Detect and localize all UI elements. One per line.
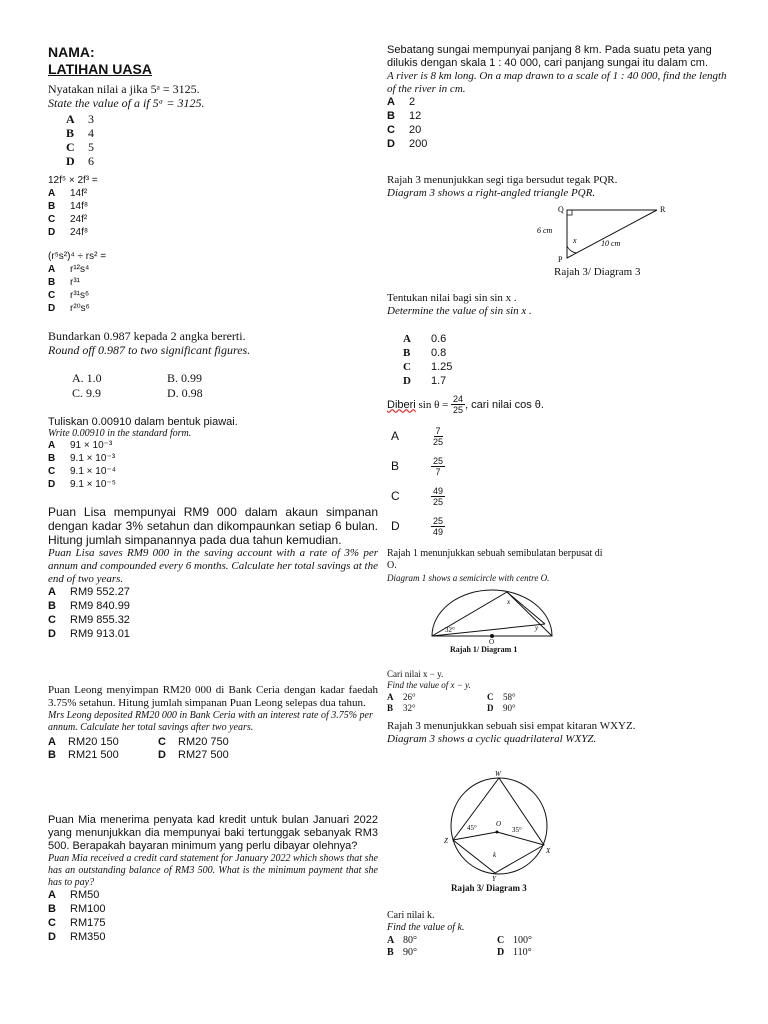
option-a-text: 91 × 10⁻³: [70, 440, 113, 451]
question-4-ms: Bundarkan 0.987 kepada 2 angka bererti.: [48, 329, 246, 343]
question-12-ask-ms: Cari nilai x − y.: [387, 669, 444, 679]
option-a-den: 25: [433, 436, 444, 447]
question-6-en: Puan Lisa saves RM9 000 in the saving account with a rate of 3% per annum and compounded every 6 months. Calculate her total savings at the end of two years.: [48, 547, 378, 585]
triangle-pqr: [567, 210, 657, 258]
question-8-ms: Puan Mia menerima penyata kad kredit untuk bulan Januari 2022 yang menunjukkan dia mempunyai baki tertunggak sebanyak RM3 500. Berapakah bayaran minimum yang perlu dibayar olehnya?: [48, 814, 378, 852]
option-b[interactable]: B: [48, 453, 56, 464]
option-c[interactable]: C 5: [66, 140, 94, 154]
option-b[interactable]: [391, 451, 511, 481]
question-11-options: [391, 421, 511, 541]
question-3-options: [48, 264, 378, 315]
option-b[interactable]: B 4: [66, 126, 94, 140]
option-d[interactable]: D: [158, 749, 166, 761]
option-c-text: 20: [409, 124, 422, 136]
option-c[interactable]: C: [48, 466, 56, 477]
question-13-options: [387, 935, 727, 959]
option-d-text: 9.1 × 10⁻⁵: [70, 479, 116, 490]
question-9-en: A river is 8 km long. On a map drawn to a scale of 1 : 40 000, find the length of the river in cm.: [387, 70, 727, 95]
angle-x-label: x: [573, 236, 577, 245]
question-1-ms: Nyatakan nilai a jika 5ᵃ = 3125.: [48, 82, 200, 96]
angle-k-label: k: [493, 851, 497, 859]
option-c-text: RM175: [70, 917, 106, 929]
question-1: [48, 82, 378, 168]
option-b[interactable]: B: [387, 947, 394, 958]
option-b[interactable]: B: [48, 903, 56, 915]
option-d[interactable]: D: [48, 628, 56, 640]
question-12-ask: [387, 669, 727, 714]
option-a[interactable]: A: [48, 586, 56, 598]
option-c-den: 25: [433, 496, 444, 507]
option-d-text: 200: [409, 138, 428, 150]
option-a-text: RM50: [70, 889, 100, 901]
semicircle-diagram: [427, 588, 557, 644]
question-6-ms: Puan Lisa mempunyai RM9 000 dalam akaun simpanan dengan kadar 3% setahun dan dikompaunkan setiap 6 bulan. Hitung jumlah simpanannya pada dua tahun kemudian.: [48, 505, 378, 547]
question-2-stem: 12f⁵ × 2f³ =: [48, 175, 98, 186]
option-a[interactable]: A. 1.0: [72, 371, 102, 385]
vertex-y: Y: [492, 875, 496, 882]
option-b[interactable]: B: [48, 277, 56, 288]
option-c[interactable]: C: [48, 214, 56, 225]
option-b[interactable]: B. 0.99: [167, 371, 203, 385]
question-11-stem: [387, 394, 727, 415]
option-c[interactable]: C. 9.9: [72, 386, 102, 400]
option-b-text: 90°: [403, 947, 417, 958]
question-7-en: Mrs Leong deposited RM20 000 in Bank Ceria with an interest rate of 3.75% per annum. Calculate her total savings after two years.: [48, 710, 373, 733]
nama-label: NAMA:: [48, 44, 95, 60]
vertex-x: X: [546, 847, 551, 855]
option-c[interactable]: [391, 481, 511, 511]
angle-45-label: 45°: [467, 824, 477, 832]
option-c[interactable]: C: [48, 614, 56, 626]
question-2: [48, 175, 378, 239]
option-c-text: r³¹s⁶: [70, 290, 90, 301]
option-b[interactable]: B: [48, 600, 56, 612]
side-pq-label: 6 cm: [537, 226, 553, 235]
angle-y-label: y: [535, 624, 539, 632]
question-12-ms: Rajah 1 menunjukkan sebuah semibulatan berpusat di O.: [387, 548, 603, 571]
option-b-text: 0.8: [431, 347, 447, 359]
option-b[interactable]: B: [48, 201, 56, 212]
option-a[interactable]: A: [48, 188, 56, 199]
question-6: [48, 505, 378, 641]
question-13-en: Diagram 3 shows a cyclic quadrilateral WXYZ.: [387, 733, 597, 745]
angle-x-arc: [567, 246, 577, 253]
question-5-ms: Tuliskan 0.00910 dalam bentuk piawai.: [48, 416, 238, 428]
right-angle-mark: [567, 210, 572, 215]
fraction-denominator: 25: [453, 405, 464, 415]
centre-o-label: O: [489, 638, 495, 644]
angle-32-label: 32°: [445, 626, 455, 634]
stem-fraction: [451, 394, 465, 415]
side-pr-label: 10 cm: [601, 239, 621, 248]
option-d-text: 90°: [503, 703, 516, 713]
option-d-text: r²⁰s⁶: [70, 303, 90, 314]
page-title: LATIHAN UASA: [48, 61, 152, 77]
question-10-ask-ms: Tentukan nilai bagi sin sin x .: [387, 292, 517, 304]
vertex-r: R: [660, 205, 666, 214]
question-4: [48, 329, 378, 400]
question-9: [387, 44, 727, 151]
option-a-text: 14f²: [70, 188, 88, 199]
option-d-text: 24f⁸: [70, 227, 89, 238]
option-b-num: 25: [433, 455, 444, 466]
option-a[interactable]: A: [387, 935, 395, 946]
option-d-text: 110°: [513, 947, 532, 958]
option-a[interactable]: A: [48, 736, 56, 748]
option-d[interactable]: D: [48, 303, 56, 314]
angle-x-label: x: [507, 598, 511, 606]
option-a-text: 26°: [403, 692, 416, 702]
option-b-text: RM100: [70, 903, 106, 915]
option-b[interactable]: B: [403, 347, 411, 359]
question-1-en: State the value of a if 5ᵃ = 3125.: [48, 96, 205, 110]
stem-tail: , cari nilai cos θ.: [465, 398, 544, 411]
option-c-key: C: [391, 489, 400, 503]
option-c[interactable]: C: [387, 124, 395, 136]
option-b-key: B: [391, 459, 400, 473]
question-7-ms: Puan Leong menyimpan RM20 000 di Bank Ceria dengan kadar faedah 3.75% setahun. Hitung jumlah simpanan Puan Leong selepas dua tahun.: [48, 684, 378, 709]
option-c-text: RM9 855.32: [70, 614, 130, 626]
question-10-options: [403, 333, 523, 388]
option-d[interactable]: D. 0.98: [167, 386, 203, 400]
question-10-ms: Rajah 3 menunjukkan segi tiga bersudut tegak PQR.: [387, 174, 618, 186]
option-c[interactable]: C: [487, 692, 494, 702]
option-a[interactable]: A: [48, 264, 56, 275]
question-13-ms: Rajah 3 menunjukkan sebuah sisi empat kitaran WXYZ.: [387, 720, 636, 732]
option-a-key: A: [391, 429, 400, 443]
option-a-text: 0.6: [431, 333, 447, 345]
diagram-3-caption: Rajah 3/ Diagram 3: [554, 266, 641, 278]
option-b-text: 32°: [403, 703, 416, 713]
option-d[interactable]: D: [48, 227, 56, 238]
option-c-text: 9.1 × 10⁻⁴: [70, 466, 116, 477]
option-d-text: RM350: [70, 931, 106, 943]
option-d[interactable]: D: [403, 375, 411, 387]
option-a-text: RM9 552.27: [70, 586, 130, 598]
question-5-en: Write 0.00910 in the standard form.: [48, 428, 192, 439]
option-b-text: 14f⁸: [70, 201, 89, 212]
option-d-text: 1.7: [431, 375, 447, 387]
question-8-en: Puan Mia received a credit card statement for January 2022 which shows that she has an outstanding balance of RM3 500. What is the minimum payment that she has to pay?: [48, 853, 378, 888]
question-13-ask: [387, 910, 727, 959]
option-a-text: RM20 150: [68, 736, 119, 748]
question-4-options: [72, 371, 378, 400]
option-d[interactable]: D 6: [66, 154, 94, 168]
option-d-text: RM9 913.01: [70, 628, 130, 640]
option-a[interactable]: A: [387, 692, 394, 702]
option-d-num: 25: [433, 515, 444, 526]
question-3-stem: (r⁵s²)⁴ ÷ rs² =: [48, 251, 107, 262]
option-d-key: D: [391, 519, 400, 533]
option-c-text: RM20 750: [178, 736, 229, 748]
option-c-text: 100°: [513, 935, 532, 946]
stem-diberi: Diberi: [387, 398, 416, 411]
diagram-1-caption: Rajah 1/ Diagram 1: [450, 645, 518, 654]
option-a-text: 2: [409, 96, 416, 108]
question-2-options: [48, 188, 378, 239]
option-c-text: 1.25: [431, 361, 453, 373]
question-10-ask-en: Determine the value of sin sin x .: [387, 305, 532, 317]
vertex-z: Z: [444, 837, 448, 845]
option-a[interactable]: A: [48, 889, 56, 901]
option-d[interactable]: D: [48, 931, 56, 943]
option-b-text: 12: [409, 110, 422, 122]
option-b-text: 9.1 × 10⁻³: [70, 453, 116, 464]
diagram-3-caption-b: Rajah 3/ Diagram 3: [451, 883, 527, 893]
option-b-text: RM9 840.99: [70, 600, 130, 612]
option-b-text: r³¹: [70, 277, 80, 288]
radius-oz: [453, 832, 497, 840]
option-c-num: 49: [433, 485, 444, 496]
option-a-text: 80°: [403, 935, 417, 946]
question-6-options: [48, 586, 378, 641]
option-b-text: RM21 500: [68, 749, 119, 761]
question-5: [48, 416, 378, 491]
question-7-options: [48, 736, 378, 762]
option-c[interactable]: C: [403, 361, 411, 373]
question-12-en: Diagram 1 shows a semicircle with centre O.: [387, 573, 550, 583]
question-8: [48, 814, 378, 944]
option-b[interactable]: B: [387, 703, 394, 713]
question-12-ask-en: Find the value of x − y.: [387, 680, 471, 690]
question-12: [387, 548, 727, 584]
option-a-num: 7: [435, 425, 441, 436]
question-4-en: Round off 0.987 to two significant figures.: [48, 343, 251, 357]
option-c[interactable]: C: [158, 736, 166, 748]
angle-35-label: 35°: [512, 826, 522, 834]
vertex-q: Q: [558, 205, 564, 214]
question-9-options: [387, 96, 727, 151]
question-10: [387, 174, 727, 200]
centre-o-label: O: [496, 820, 502, 828]
option-d[interactable]: D: [487, 703, 494, 713]
centre-o-point: [496, 831, 499, 834]
question-7: [48, 684, 378, 762]
question-1-options: [66, 112, 378, 168]
question-13-ask-ms: Cari nilai k.: [387, 910, 435, 921]
option-d-text: RM27 500: [178, 749, 229, 761]
question-3: [48, 251, 378, 315]
option-b[interactable]: B: [387, 110, 395, 122]
question-12-options: [387, 692, 727, 714]
option-c-text: 58°: [503, 692, 516, 702]
question-9-ms: Sebatang sungai mempunyai panjang 8 km. Pada suatu peta yang dilukis dengan skala 1 : 40 000, cari panjang sungai itu dalam cm.: [387, 44, 712, 69]
triangle-pqr-diagram: [537, 200, 727, 266]
option-d[interactable]: D: [48, 479, 56, 490]
option-c-text: 24f²: [70, 214, 88, 225]
option-d[interactable]: D: [387, 138, 395, 150]
option-d[interactable]: [391, 511, 511, 541]
option-a[interactable]: A: [403, 333, 411, 345]
vertex-p: P: [558, 255, 563, 264]
question-8-options: [48, 889, 378, 944]
option-b[interactable]: B: [48, 749, 56, 761]
question-5-options: [48, 440, 378, 491]
option-d-den: 49: [433, 526, 444, 537]
cyclic-quadrilateral-diagram: [439, 770, 559, 882]
vertex-w: W: [495, 770, 501, 778]
option-a[interactable]: [391, 421, 511, 451]
fraction-numerator: 24: [453, 394, 464, 404]
question-13-ask-en: Find the value of k.: [387, 922, 465, 933]
option-a[interactable]: A: [48, 440, 56, 451]
question-10-ask: [387, 292, 727, 318]
option-a[interactable]: A 3: [66, 112, 94, 126]
question-13: [387, 720, 727, 746]
question-10-en: Diagram 3 shows a right-angled triangle PQR.: [387, 187, 596, 199]
option-a[interactable]: A: [387, 96, 395, 108]
option-d[interactable]: D: [497, 947, 505, 958]
stem-sin: sin θ =: [415, 398, 452, 411]
option-c[interactable]: C: [48, 917, 56, 929]
option-b-den: 7: [435, 466, 441, 477]
option-c[interactable]: C: [497, 935, 505, 946]
option-c[interactable]: C: [48, 290, 56, 301]
option-a-text: r¹²s⁴: [70, 264, 90, 275]
